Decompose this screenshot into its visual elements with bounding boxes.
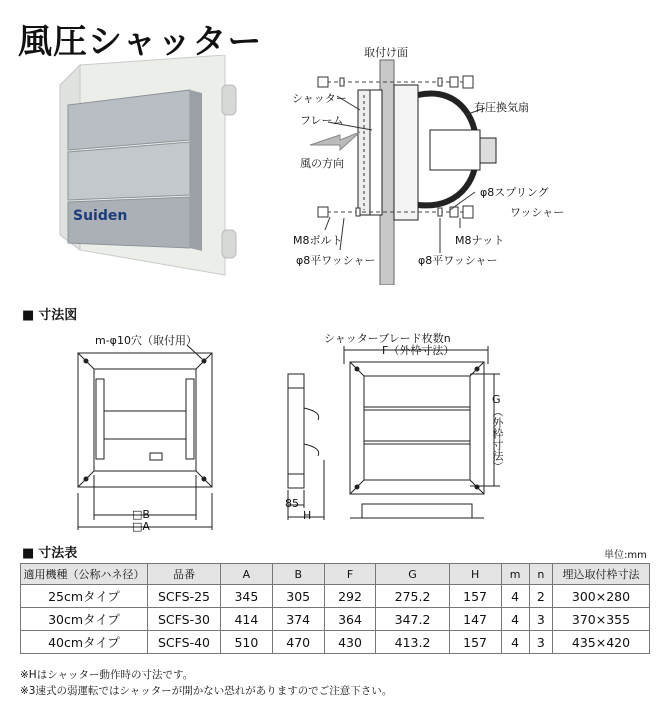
table-cell: 292 xyxy=(324,585,376,608)
flat-washer-left-label: φ8平ワッシャー xyxy=(296,254,376,267)
mount-surface-label: 取付け面 xyxy=(364,46,408,59)
dim-g-sub-label: （外枠寸法） xyxy=(491,406,504,472)
table-row xyxy=(21,585,650,608)
shutter-label: シャッター xyxy=(292,92,347,105)
dim-h-label: H xyxy=(303,509,312,522)
dim-85-label: 85 xyxy=(285,497,299,510)
table-cell: 470 xyxy=(272,631,324,654)
unit-label: 単位:mm xyxy=(604,550,647,561)
table-cell: 414 xyxy=(221,608,273,631)
table-cell: SCFS-30 xyxy=(148,608,221,631)
fan-label: 有圧換気扇 xyxy=(474,101,529,114)
header-cell: n xyxy=(529,564,552,585)
table-cell: 4 xyxy=(501,585,529,608)
bolt-label: M8ボルト xyxy=(293,234,343,247)
header-cell: B xyxy=(272,564,324,585)
table-cell: 430 xyxy=(324,631,376,654)
wind-direction-label: 風の方向 xyxy=(300,157,344,170)
product-photo xyxy=(40,55,255,280)
table-cell: 30cmタイプ xyxy=(21,608,148,631)
table-cell: 147 xyxy=(449,608,501,631)
header-cell: H xyxy=(449,564,501,585)
spring-washer-label: φ8スプリング xyxy=(480,186,549,199)
front-view-drawing xyxy=(70,335,230,540)
dim-b-label: □B xyxy=(132,508,150,521)
dim-g-label: G xyxy=(492,393,501,406)
header-cell: A xyxy=(221,564,273,585)
dim-f-label: F（外枠寸法） xyxy=(382,344,455,357)
header-cell: G xyxy=(376,564,449,585)
hole-label: m-φ10穴（取付用） xyxy=(95,334,197,347)
shutter-view-drawing xyxy=(340,340,510,535)
table-cell: 2 xyxy=(529,585,552,608)
table-header-row xyxy=(21,564,650,585)
table-cell: 364 xyxy=(324,608,376,631)
table-cell: 305 xyxy=(272,585,324,608)
dim-a-label: □A xyxy=(132,520,150,533)
note-1: ※Hはシャッター動作時の寸法です。 xyxy=(20,669,194,681)
table-cell: 374 xyxy=(272,608,324,631)
table-cell: 4 xyxy=(501,631,529,654)
note-2: ※3速式の弱運転ではシャッターが開かない恐れがありますのでご注意下さい。 xyxy=(20,685,393,697)
table-cell: 345 xyxy=(221,585,273,608)
header-cell: 埋込取付枠寸法 xyxy=(553,564,650,585)
flat-washer-right-label: φ8平ワッシャー xyxy=(418,254,498,267)
table-cell: 157 xyxy=(449,631,501,654)
table-row xyxy=(21,631,650,654)
table-cell: 157 xyxy=(449,585,501,608)
spring-washer-label-2: ワッシャー xyxy=(510,206,565,219)
brand-logo: Suiden xyxy=(73,208,128,224)
page-title: 風圧シャッター xyxy=(18,22,263,62)
table-cell: 3 xyxy=(529,608,552,631)
frame-label: フレーム xyxy=(300,114,344,127)
table-cell: 413.2 xyxy=(376,631,449,654)
table-cell: 510 xyxy=(221,631,273,654)
table-cell: 300×280 xyxy=(553,585,650,608)
table-cell: SCFS-25 xyxy=(148,585,221,608)
header-cell: F xyxy=(324,564,376,585)
table-heading: ■ 寸法表 xyxy=(22,542,77,561)
table-cell: 275.2 xyxy=(376,585,449,608)
table-cell: 40cmタイプ xyxy=(21,631,148,654)
blade-count-label: シャッターブレード枚数n xyxy=(324,332,451,345)
table-row xyxy=(21,608,650,631)
table-cell: SCFS-40 xyxy=(148,631,221,654)
table-cell: 25cmタイプ xyxy=(21,585,148,608)
header-cell: 品番 xyxy=(148,564,221,585)
nut-label: M8ナット xyxy=(455,234,505,247)
dimension-heading: ■ 寸法図 xyxy=(22,304,77,323)
spec-table xyxy=(20,563,650,654)
table-cell: 4 xyxy=(501,608,529,631)
table-cell: 435×420 xyxy=(553,631,650,654)
header-cell: m xyxy=(501,564,529,585)
table-cell: 3 xyxy=(529,631,552,654)
table-cell: 370×355 xyxy=(553,608,650,631)
table-cell: 347.2 xyxy=(376,608,449,631)
header-cell: 適用機種（公称ハネ径） xyxy=(21,564,148,585)
